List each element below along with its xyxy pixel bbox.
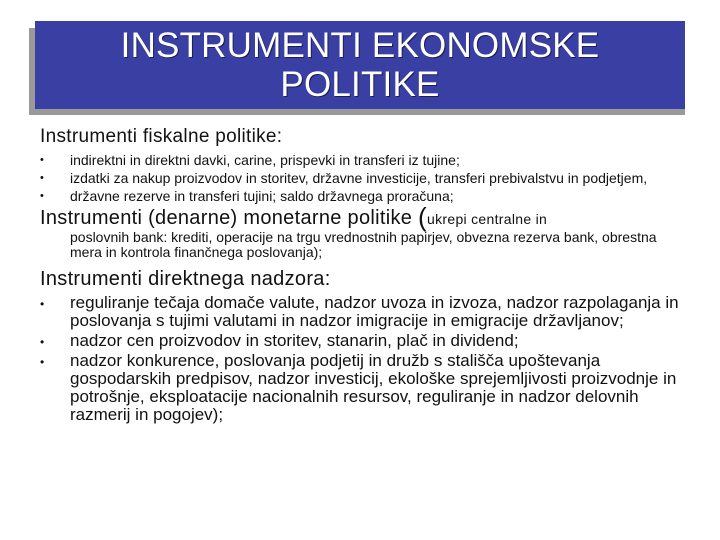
monetary-heading: [40, 202, 690, 232]
list-item: [40, 352, 690, 424]
title-box: [35, 21, 685, 109]
title-line-2: POLITIKE: [280, 65, 440, 104]
monetary-heading-text: Instrumenti (denarne) monetarne politike: [40, 207, 419, 229]
monetary-paren: (: [418, 202, 428, 232]
list-item: [40, 171, 690, 186]
list-item: [40, 332, 690, 350]
slide-content: [40, 126, 690, 426]
direct-list: [40, 294, 690, 424]
direct-item-text: reguliranje tečaja domače valute, nadzor uvoza in izvoza, nadzor razpolaganja in poslovanja s tujimi valutami in nadzor imigracije in emigracije državljanov;: [70, 293, 679, 330]
direct-heading: Instrumenti direktnega nadzora:: [40, 268, 331, 290]
bullet-icon: •: [40, 355, 45, 369]
direct-item-text: nadzor konkurence, poslovanja podjetij in družb s stališča upoštevanja gospodarskih predpisov, nadzor investicij, ekološke sprejemljivosti proizvodnje in potrošnje, eksploatacije nacionalnih resursov, reguliranje in nadzor delovnih razmerij in pogojev);: [70, 351, 677, 424]
bullet-icon: •: [40, 190, 44, 202]
fiscal-heading: Instrumenti fiskalne politike:: [40, 126, 283, 147]
bullet-icon: •: [40, 172, 44, 184]
fiscal-item-text: indirektni in direktni davki, carine, prispevki in transferi iz tujine;: [70, 152, 460, 168]
fiscal-item-text: izdatki za nakup proizvodov in storitev, državne investicije, transferi prebivalstvu in podjetjem,: [70, 170, 648, 186]
fiscal-item-text: državne rezerve in transferi tujini; saldo državnega proračuna;: [70, 188, 454, 204]
list-item: [40, 153, 690, 168]
monetary-heading-tail: ukrepi centralne in: [427, 211, 548, 227]
fiscal-list: [40, 153, 690, 204]
direct-item-text: nadzor cen proizvodov in storitev, stanarin, plač in dividend;: [70, 331, 519, 350]
monetary-continuation: poslovnih bank: krediti, operacije na trgu vrednostnih papirjev, obvezna rezerva bank, obrestna mera in kontrola finančnega poslovanja);: [70, 229, 657, 260]
bullet-icon: •: [40, 154, 44, 166]
bullet-icon: •: [40, 297, 45, 311]
list-item: [40, 294, 690, 330]
list-item: [40, 189, 690, 204]
title-line-1: INSTRUMENTI EKONOMSKE: [120, 26, 600, 65]
bullet-icon: •: [40, 335, 45, 349]
